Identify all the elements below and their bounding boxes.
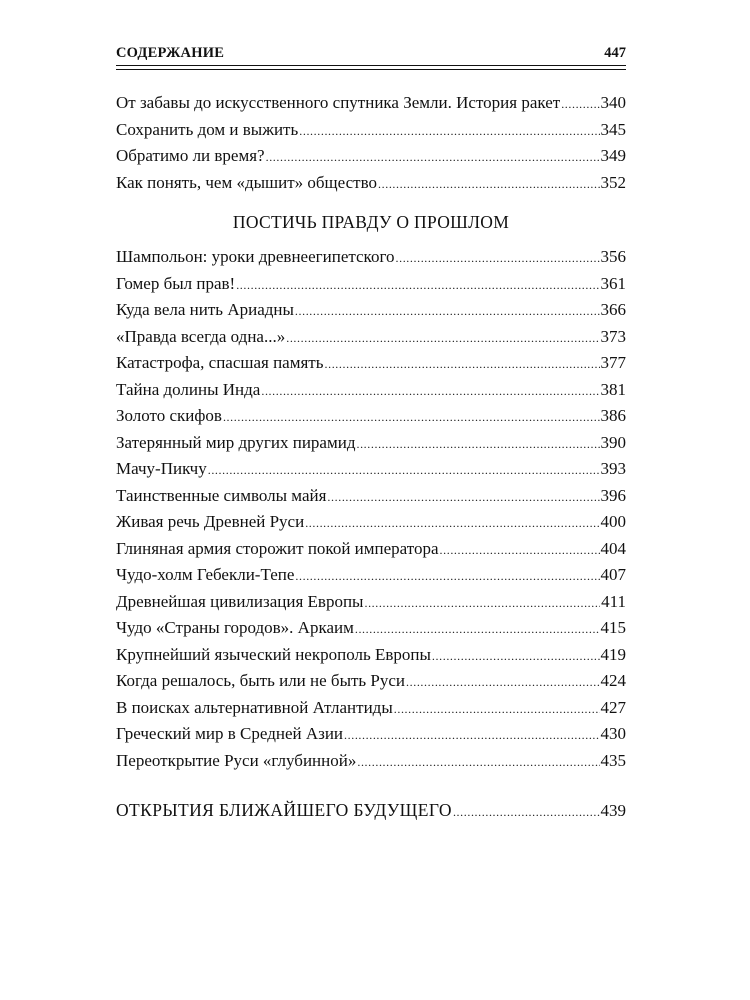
- leader-dots: [394, 696, 600, 723]
- toc-entry-title: Как понять, чем «дышит» общество: [116, 172, 378, 192]
- header-rule: [116, 65, 626, 66]
- toc-entry[interactable]: [116, 403, 626, 430]
- leader-dots: [364, 590, 600, 617]
- toc-entry[interactable]: [116, 456, 626, 483]
- header-title: СОДЕРЖАНИЕ: [116, 45, 225, 61]
- leader-dots: [299, 118, 599, 145]
- toc-entry-title: Глиняная армия сторожит покой императора: [116, 538, 439, 558]
- section-heading: ПОСТИЧЬ ПРАВДУ О ПРОШЛОМ: [232, 212, 510, 232]
- leader-dots: [432, 643, 600, 670]
- toc-entry-title: Когда решалось, быть или не быть Руси: [116, 671, 406, 690]
- toc-entry-title: От забавы до искусственного спутника Земли. История ракет: [116, 93, 561, 112]
- toc-entry-page: 439: [600, 801, 626, 820]
- leader-dots: [378, 171, 599, 198]
- toc-entry-title: Куда вела нить Ариадны: [116, 300, 294, 319]
- toc-prior-entries: [116, 90, 626, 196]
- toc-entry[interactable]: [116, 297, 626, 324]
- toc-entry-title: Крупнейший языческий некрополь Европы: [116, 644, 431, 664]
- toc-entry-page: 373: [600, 326, 626, 346]
- toc-entry-page: 396: [600, 485, 626, 505]
- toc-entry-page: 400: [600, 512, 626, 531]
- toc-entry-page: 356: [600, 247, 626, 266]
- toc-entry[interactable]: [116, 642, 626, 669]
- toc-entry-title: Катастрофа, спасшая память: [116, 353, 324, 372]
- toc-entry-title: Обратимо ли время?: [116, 146, 265, 165]
- toc-entry-page: 386: [600, 406, 626, 425]
- leader-dots: [295, 563, 599, 590]
- leader-dots: [357, 749, 599, 776]
- toc-entry-title: Гомер был прав!: [116, 273, 236, 293]
- toc-entry-title: Мачу-Пикчу: [116, 459, 207, 478]
- toc-entry-page: 352: [600, 172, 626, 192]
- leader-dots: [266, 144, 600, 171]
- leader-dots: [286, 325, 599, 352]
- toc-entry[interactable]: [116, 748, 626, 775]
- header-page-number: 447: [604, 45, 626, 61]
- toc-entry[interactable]: [116, 324, 626, 351]
- leader-dots: [261, 378, 599, 405]
- toc-entry-page: 404: [600, 538, 626, 558]
- toc-entry[interactable]: [116, 170, 626, 197]
- toc-entry-title: Переоткрытие Руси «глубинной»: [116, 750, 357, 770]
- toc-entry[interactable]: [116, 615, 626, 642]
- leader-dots: [327, 484, 599, 511]
- toc-entry-page: 349: [600, 146, 626, 165]
- toc-entry[interactable]: [116, 117, 626, 144]
- toc-entry-title: Тайна долины Инда: [116, 379, 261, 399]
- toc-entry-page: 393: [600, 459, 626, 478]
- toc-section-entries: [116, 244, 626, 774]
- toc-entry[interactable]: [116, 143, 626, 170]
- toc-entry-page: 377: [600, 353, 626, 372]
- leader-dots: [561, 91, 599, 118]
- toc-entry-title: Таинственные символы майя: [116, 485, 327, 505]
- toc-entry-final-section[interactable]: [116, 797, 626, 824]
- toc-entry[interactable]: [116, 90, 626, 117]
- toc-entry[interactable]: [116, 589, 626, 616]
- toc-final-section: [116, 797, 626, 824]
- leader-dots: [396, 245, 600, 272]
- toc-entry[interactable]: [116, 668, 626, 695]
- toc-entry-page: 427: [600, 697, 626, 717]
- leader-dots: [208, 457, 600, 484]
- toc-entry-title: Чудо-холм Гебекли-Тепе: [116, 565, 295, 584]
- toc-entry-page: 407: [600, 565, 626, 584]
- leader-dots: [355, 616, 600, 643]
- toc-entry-title: Золото скифов: [116, 406, 222, 425]
- leader-dots: [236, 272, 599, 299]
- toc-entry-page: 345: [600, 119, 626, 139]
- toc-entry-page: 419: [600, 644, 626, 664]
- toc-entry-title: Живая речь Древней Руси: [116, 512, 305, 531]
- leader-dots: [295, 298, 600, 325]
- toc-entry-page: 390: [600, 432, 626, 452]
- toc-entry-page: 435: [600, 750, 626, 770]
- toc-entry-page: 361: [600, 273, 626, 293]
- toc-entry-page: 424: [600, 671, 626, 690]
- toc-entry-title: Шампольон: уроки древнеегипетского: [116, 247, 395, 266]
- leader-dots: [223, 404, 600, 431]
- toc-entry-title: Чудо «Страны городов». Аркаим: [116, 618, 354, 637]
- toc-entry[interactable]: [116, 509, 626, 536]
- leader-dots: [356, 431, 599, 458]
- toc-entry-title: ОТКРЫТИЯ БЛИЖАЙШЕГО БУДУЩЕГО: [116, 800, 452, 820]
- leader-dots: [406, 669, 599, 696]
- toc-entry-title: «Правда всегда одна...»: [116, 326, 286, 346]
- toc-entry-title: Греческий мир в Средней Азии: [116, 724, 344, 743]
- toc-entry-title: Сохранить дом и выжить: [116, 119, 299, 139]
- toc-entry[interactable]: [116, 271, 626, 298]
- header-rule-thin: [116, 69, 626, 70]
- toc-entry-title: В поисках альтернативной Атлантиды: [116, 697, 393, 717]
- toc-entry[interactable]: [116, 350, 626, 377]
- toc-entry-page: 411: [601, 591, 626, 611]
- toc-entry-title: Затерянный мир других пирамид: [116, 432, 356, 452]
- toc-entry-title: Древнейшая цивилизация Европы: [116, 591, 364, 611]
- running-header: [116, 45, 626, 73]
- toc-entry-page: 415: [600, 618, 626, 637]
- leader-dots: [325, 351, 600, 378]
- leader-dots: [453, 799, 600, 826]
- toc-entry[interactable]: [116, 695, 626, 722]
- toc-entry[interactable]: [116, 244, 626, 271]
- leader-dots: [305, 510, 599, 537]
- toc-entry[interactable]: [116, 483, 626, 510]
- toc-entry[interactable]: [116, 721, 626, 748]
- toc-entry[interactable]: [116, 430, 626, 457]
- toc-entry-page: 366: [600, 300, 626, 319]
- leader-dots: [440, 537, 600, 564]
- toc-entry-page: 381: [600, 379, 626, 399]
- toc-entry[interactable]: [116, 536, 626, 563]
- toc-entry-page: 340: [600, 93, 626, 112]
- toc-entry-page: 430: [600, 724, 626, 743]
- leader-dots: [344, 722, 599, 749]
- toc-entry[interactable]: [116, 562, 626, 589]
- toc-entry[interactable]: [116, 377, 626, 404]
